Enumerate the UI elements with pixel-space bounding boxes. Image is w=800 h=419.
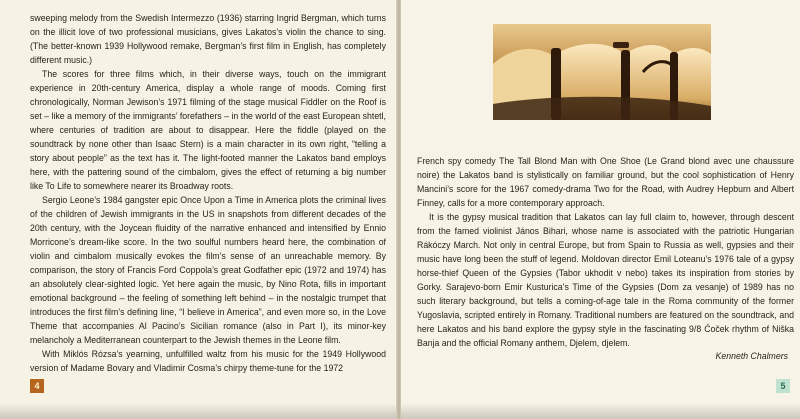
- left-paragraph-4: With Miklós Rózsa’s yearning, unfulfilled waltz from his music for the 1949 Hollywood version of Madame Bovary and Vladimir Cosma’s chirpy theme-tune for the 1972: [30, 349, 386, 373]
- right-page-text: [417, 154, 794, 350]
- left-page: [0, 0, 398, 419]
- cinema-seats-photo: [493, 24, 711, 120]
- right-paragraph-2: It is the gypsy musical tradition that Lakatos can lay full claim to, however, through descent from the famed violinist János Bihari, whose name is associated with the patriotic Hungarian Rákóczy March. Not only in central Europe, but from Spain to Russia as well, gypsies and their music have long been the stuff of legend. Moldovan director Emil Loteanu’s 1976 tale of a gypsy horse-thief Queen of the Gypsies (Tabor ukhodit v nebo) takes its inspiration from stories by Gorky. Sarajevo-born Emir Kusturica’s Time of the Gypsies (Dom za vesanje) of 1989 has no such literary background, but tells a coming-of-age tale in the Roma community of the former Yugoslavia, scripted entirely in Romany. Traditional numbers are featured on the soundtrack, and here Lakatos and his band explore the gypsy style in the fascinating 9/8 Ćoček rhythm of Niška Banja and the official Romany anthem, Djelem, djelem.: [417, 212, 794, 348]
- author-signature: Kenneth Chalmers: [715, 351, 788, 361]
- page-number-left: 4: [30, 379, 44, 393]
- left-paragraph-1: sweeping melody from the Swedish Intermezzo (1936) starring Ingrid Bergman, which turns on the illicit love of two professional musicians, gives Lakatos’s violin the chance to sing. (The better-known 1939 Hollywood remake, Bergman’s first film in English, has completely different music.): [30, 13, 386, 65]
- right-paragraph-1: French spy comedy The Tall Blond Man with One Shoe (Le Grand blond avec une chaussure noire) the Lakatos band is stylistically on familiar ground, but the cool sophistication of Henry Mancini’s score for the 1967 comedy-drama Two for the Road, with Audrey Hepburn and Albert Finney, calls for a more contemporary approach.: [417, 156, 794, 208]
- left-paragraph-2: The scores for three films which, in their diverse ways, touch on the immigrant experience in 20th-century America, display a whole range of moods. Coming first chronologically, Norman Jewison’s 1971 filming of the stage musical Fiddler on the Roof is set – like a memory of the immigrants’ forefathers – in the world of the east European shtetl, where centuries of tradition are about to disappear. Here the fiddle (played on the soundtrack by none other than Isaac Stern) is a main character in its own right, “telling a story about people” as the text has it. The light-footed manner the Lakatos band employs here, with the pattering sound of the cimbalom, gives the effect of returning a big number like To Life to somewhere nearer its Broadway roots.: [30, 69, 386, 191]
- left-page-text: [30, 11, 386, 375]
- right-page: [401, 0, 800, 419]
- page-number-right: 5: [776, 379, 790, 393]
- left-paragraph-3: Sergio Leone’s 1984 gangster epic Once Upon a Time in America plots the criminal lives of the children of Jewish immigrants in the US in snapshots from different decades of the 20th century, with the Joycean fluidity of the narrative enhanced and intensified by Ennio Morricone’s dream-like score. In the two soulful numbers heard here, the combination of violin and cimbalom musically evokes the film’s sense of an unreachable memory. By comparison, the story of Francis Ford Coppola’s great Godfather epic (1972 and 1974) has an absolutely clear-sighted logic. Yet here again the music, by Nino Rota, fills in important emotional background – the feeling of something left behind – in the nostalgic trumpet that introduces the first film’s defining line, “I believe in America”, and even more so, in the Love Theme that accompanies Al Pacino’s Sicilian romance (also in Part I), its minor-key melancholy a Mediterranean counterpart to the Jewish themes in the Leone film.: [30, 195, 386, 345]
